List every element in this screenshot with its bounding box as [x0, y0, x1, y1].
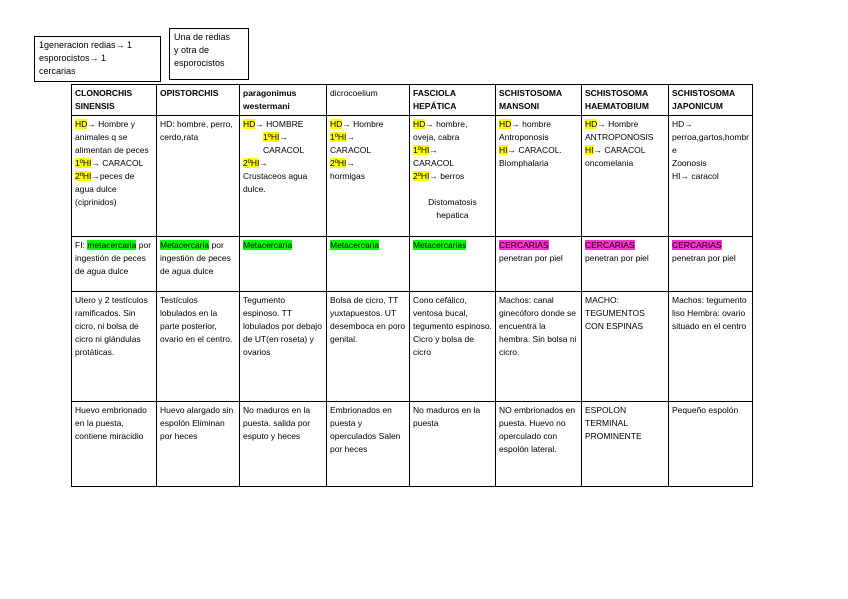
infective-row [72, 237, 753, 292]
hosts-haematobium: HD→ Hombre ANTROPONOSIS HI→ CARACOL oncomelania [582, 116, 669, 237]
note2-line: esporocistos [174, 58, 225, 68]
note-redias-esporocistos [34, 36, 161, 82]
eggs-cell: NO embrionados en puesta. Huevo no operculado con espolón lateral. [496, 402, 582, 487]
eggs-cell: No maduros en la puesta [410, 402, 496, 487]
morphology-cell: Machos: tegumento liso Hembra: ovario situado en el centro [669, 292, 753, 402]
hosts-dicrocoelium: HD→ Hombre 1ºHI→ CARACOL 2ºHI→ hormigas [327, 116, 410, 237]
header-mansoni: SCHISTOSOMA MANSONI [496, 85, 582, 116]
header-japonicum: SCHISTOSOMA JAPONICUM [669, 85, 753, 116]
hosts-paragonimus: HD→ HOMBRE 1ºHI→ CARACOL 2ºHI→ Crustaceos agua dulce. [240, 116, 327, 237]
infective-japonicum: CERCARIAS penetran por piel [669, 237, 753, 292]
infective-dicrocoelium: Metacercaria [327, 237, 410, 292]
note1-line: esporocistos→ 1 [39, 53, 107, 63]
header-clonorchis: CLONORCHIS SINENSIS [72, 85, 157, 116]
note-una-de-redias [169, 28, 249, 80]
infective-fasciola: Metacercarias [410, 237, 496, 292]
eggs-cell: Huevo embrionado en la puesta, contiene miracidio [72, 402, 157, 487]
morphology-cell: Utero y 2 testículos ramificados. Sin cicro, ni bolsa de cicro ni glándulas protáticas. [72, 292, 157, 402]
note1-line: cercarias [39, 66, 76, 76]
morphology-cell: Testículos lobulados en la parte posterior, ovario en el centro. [157, 292, 240, 402]
header-haematobium: SCHISTOSOMA HAEMATOBIUM [582, 85, 669, 116]
header-row [72, 85, 753, 116]
eggs-cell: Embrionados en puesta y operculados Salen por heces [327, 402, 410, 487]
note2-line: Una de redias [174, 32, 231, 42]
hosts-opistorchis: HD: hombre, perro, cerdo,rata [157, 116, 240, 237]
eggs-cell: No maduros en la puesta. salida por esputo y heces [240, 402, 327, 487]
infective-haematobium: CERCARIAS penetran por piel [582, 237, 669, 292]
infective-mansoni: CERCARIAS penetran por piel [496, 237, 582, 292]
morphology-cell: Machos: canal ginecóforo donde se encuentra la hembra. Sin bolsa ni cicro. [496, 292, 582, 402]
morphology-cell: Bolsa de cicro, TT yuxtapuestos. UT desemboca en poro genital. [327, 292, 410, 402]
infective-paragonimus: Metacercaria [240, 237, 327, 292]
note2-line: y otra de [174, 45, 210, 55]
trematodes-table [71, 84, 753, 487]
hosts-fasciola: HD→ hombre, oveja, cabra 1ºHI→ CARACOL 2ºHI→ berros Distomatosis hepatica [410, 116, 496, 237]
header-opistorchis: OPISTORCHIS [157, 85, 240, 116]
morphology-cell: MACHO: TEGUMENTOS CON ESPINAS [582, 292, 669, 402]
hosts-row [72, 116, 753, 237]
header-fasciola: FASCIOLA HEPÁTICA [410, 85, 496, 116]
header-dicrocoelium: dicrocoelium [327, 85, 410, 116]
morphology-cell: Cono cefálico, ventosa bucal, tegumento espinoso. Cicro y bolsa de cicro [410, 292, 496, 402]
eggs-row [72, 402, 753, 487]
morphology-cell: Tegumento espinoso. TT lobulados por debajo de UT(en roseta) y ovarios [240, 292, 327, 402]
infective-opistorchis: Metacercaria por ingestión de peces de agua dulce [157, 237, 240, 292]
morphology-row [72, 292, 753, 402]
hosts-japonicum: HD→ perroa,gartos,hombre Zoonosis HI→ caracol [669, 116, 753, 237]
header-paragonimus: paragonimus westermani [240, 85, 327, 116]
infective-clonorchis: FI: metacercaria por ingestión de peces de agua dulce [72, 237, 157, 292]
note1-line: 1generacion redias→ 1 [39, 40, 133, 50]
eggs-cell: Huevo alargado sin espolón Eliminan por heces [157, 402, 240, 487]
eggs-cell: ESPOLON TERMINAL PROMINENTE [582, 402, 669, 487]
eggs-cell: Pequeño espolón [669, 402, 753, 487]
hosts-clonorchis: HD→ Hombre y animales q se alimentan de peces 1ºHI→ CARACOL 2ºHI→peces de agua dulce (ciprinidos) [72, 116, 157, 237]
hosts-mansoni: HD→ hombre Antroponosis HI→ CARACOL. Biomphalaria [496, 116, 582, 237]
